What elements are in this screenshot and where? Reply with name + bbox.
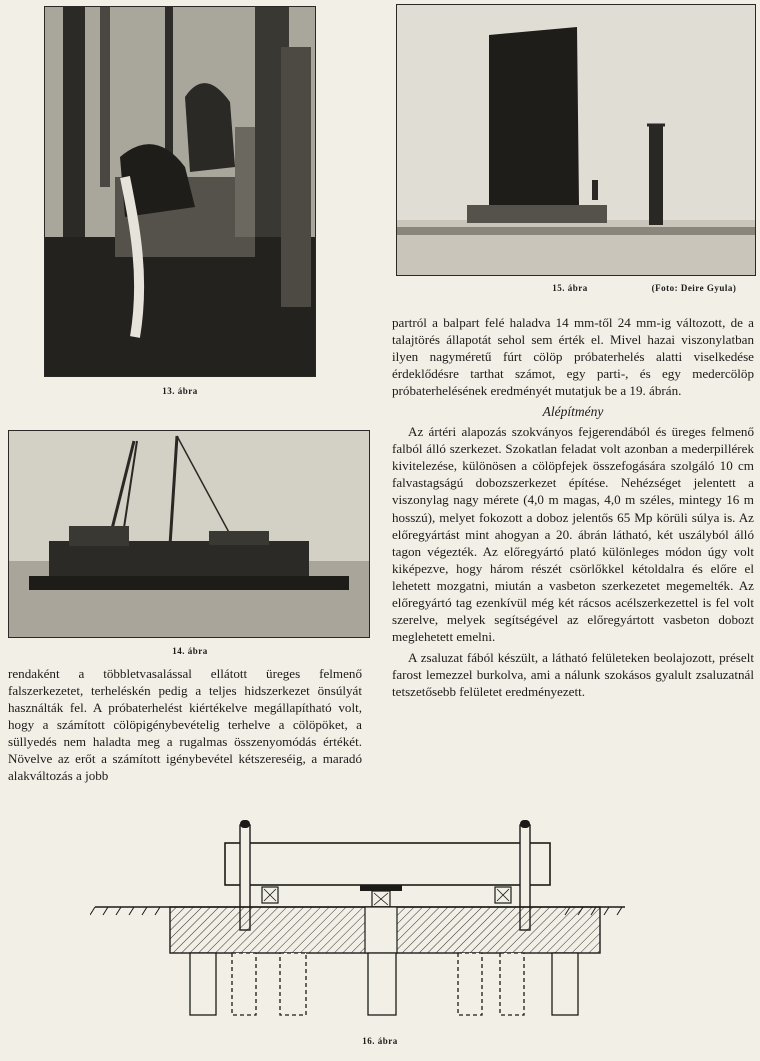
right-text-column <box>392 314 754 700</box>
right-paragraph-3: A zsaluzat fából készült, a látható felületeken beolajozott, préselt farost lemezzel burkolva, ami a nálunk szokásos gyalult zsaluzatnál tetszetősebb felületet eredményezett. <box>392 649 754 699</box>
figure-14-photo <box>8 430 370 638</box>
figure-13-caption: 13. ábra <box>162 386 198 396</box>
figure-16-drawing <box>90 815 630 1025</box>
left-paragraph: rendaként a többletvasalással ellátott üreges felmenő falszerkezetet, terheléskén pedig a teljes hidszerkezet önsúlyát használták fel. A próbaterhelést kiértékelve megállapítható volt, hogy a számított cölöpigénybevételig terhelve a cölöpöket, a süllyedés nem haladta meg a rugalmas összenyomódás értékét. Növelve az erőt a számított igénybevétel kétszereséig, a maradó alakváltozás a jobb <box>8 666 362 784</box>
figure-15-caption: 15. ábra <box>552 283 588 293</box>
section-heading: Alépítmény <box>542 404 604 420</box>
figure-15-credit: (Foto: Deire Gyula) <box>651 283 737 293</box>
figure-14-caption: 14. ábra <box>172 646 208 656</box>
left-text-column <box>8 665 362 784</box>
figure-15-photo <box>396 4 756 276</box>
right-paragraph-2: Az ártéri alapozás szokványos fejgerendából és üreges felmenő falból álló szerkezet. Szokatlan feladat volt azonban a mederpillérek kivitelezése, különösen a cölöpfejek összefogására szolgáló 10 cm falvastagságú dobozszerkezet építése. Nehézséget jelentett a viszonylag nagy mérete (4,0 m magas, 4,0 m széles, mintegy 16 m hosszú), melyet fokozott a doboz jelentős 65 Mp körüli súlya is. Az előregyártást mint ahogyan a 20. ábrán látható, két uszályból álló tagon végezték. Az előregyártó plató különleges módon úgy volt kiképezve, hogy három részét csörlőkkel kétoldalra és előre el lehetett mozgatni, miután a vasbeton szerkezetet megemelték. Az előregyártó tag ezenkívül még két rácsos acélszerkezettel is fel volt szerelve, melyek segítségével az előregyártott vasbeton dobozt meglehetett emelni. <box>392 424 754 644</box>
right-paragraph-1: partról a balpart felé haladva 14 mm-től 24 mm-ig változott, de a talajtörés állapotát sehol sem érték el. Mivel hazai viszonylatban ilyen nagyméretű fúrt cölöp próbaterhelés alatti viselkedése érdeklődésre tarthat számot, egy parti-, és egy medercölöp próbaterhelésének eredményét mutatjuk be a 19. ábrán. <box>392 315 754 399</box>
figure-13-photo <box>44 6 316 377</box>
figure-16-caption: 16. ábra <box>362 1036 398 1046</box>
